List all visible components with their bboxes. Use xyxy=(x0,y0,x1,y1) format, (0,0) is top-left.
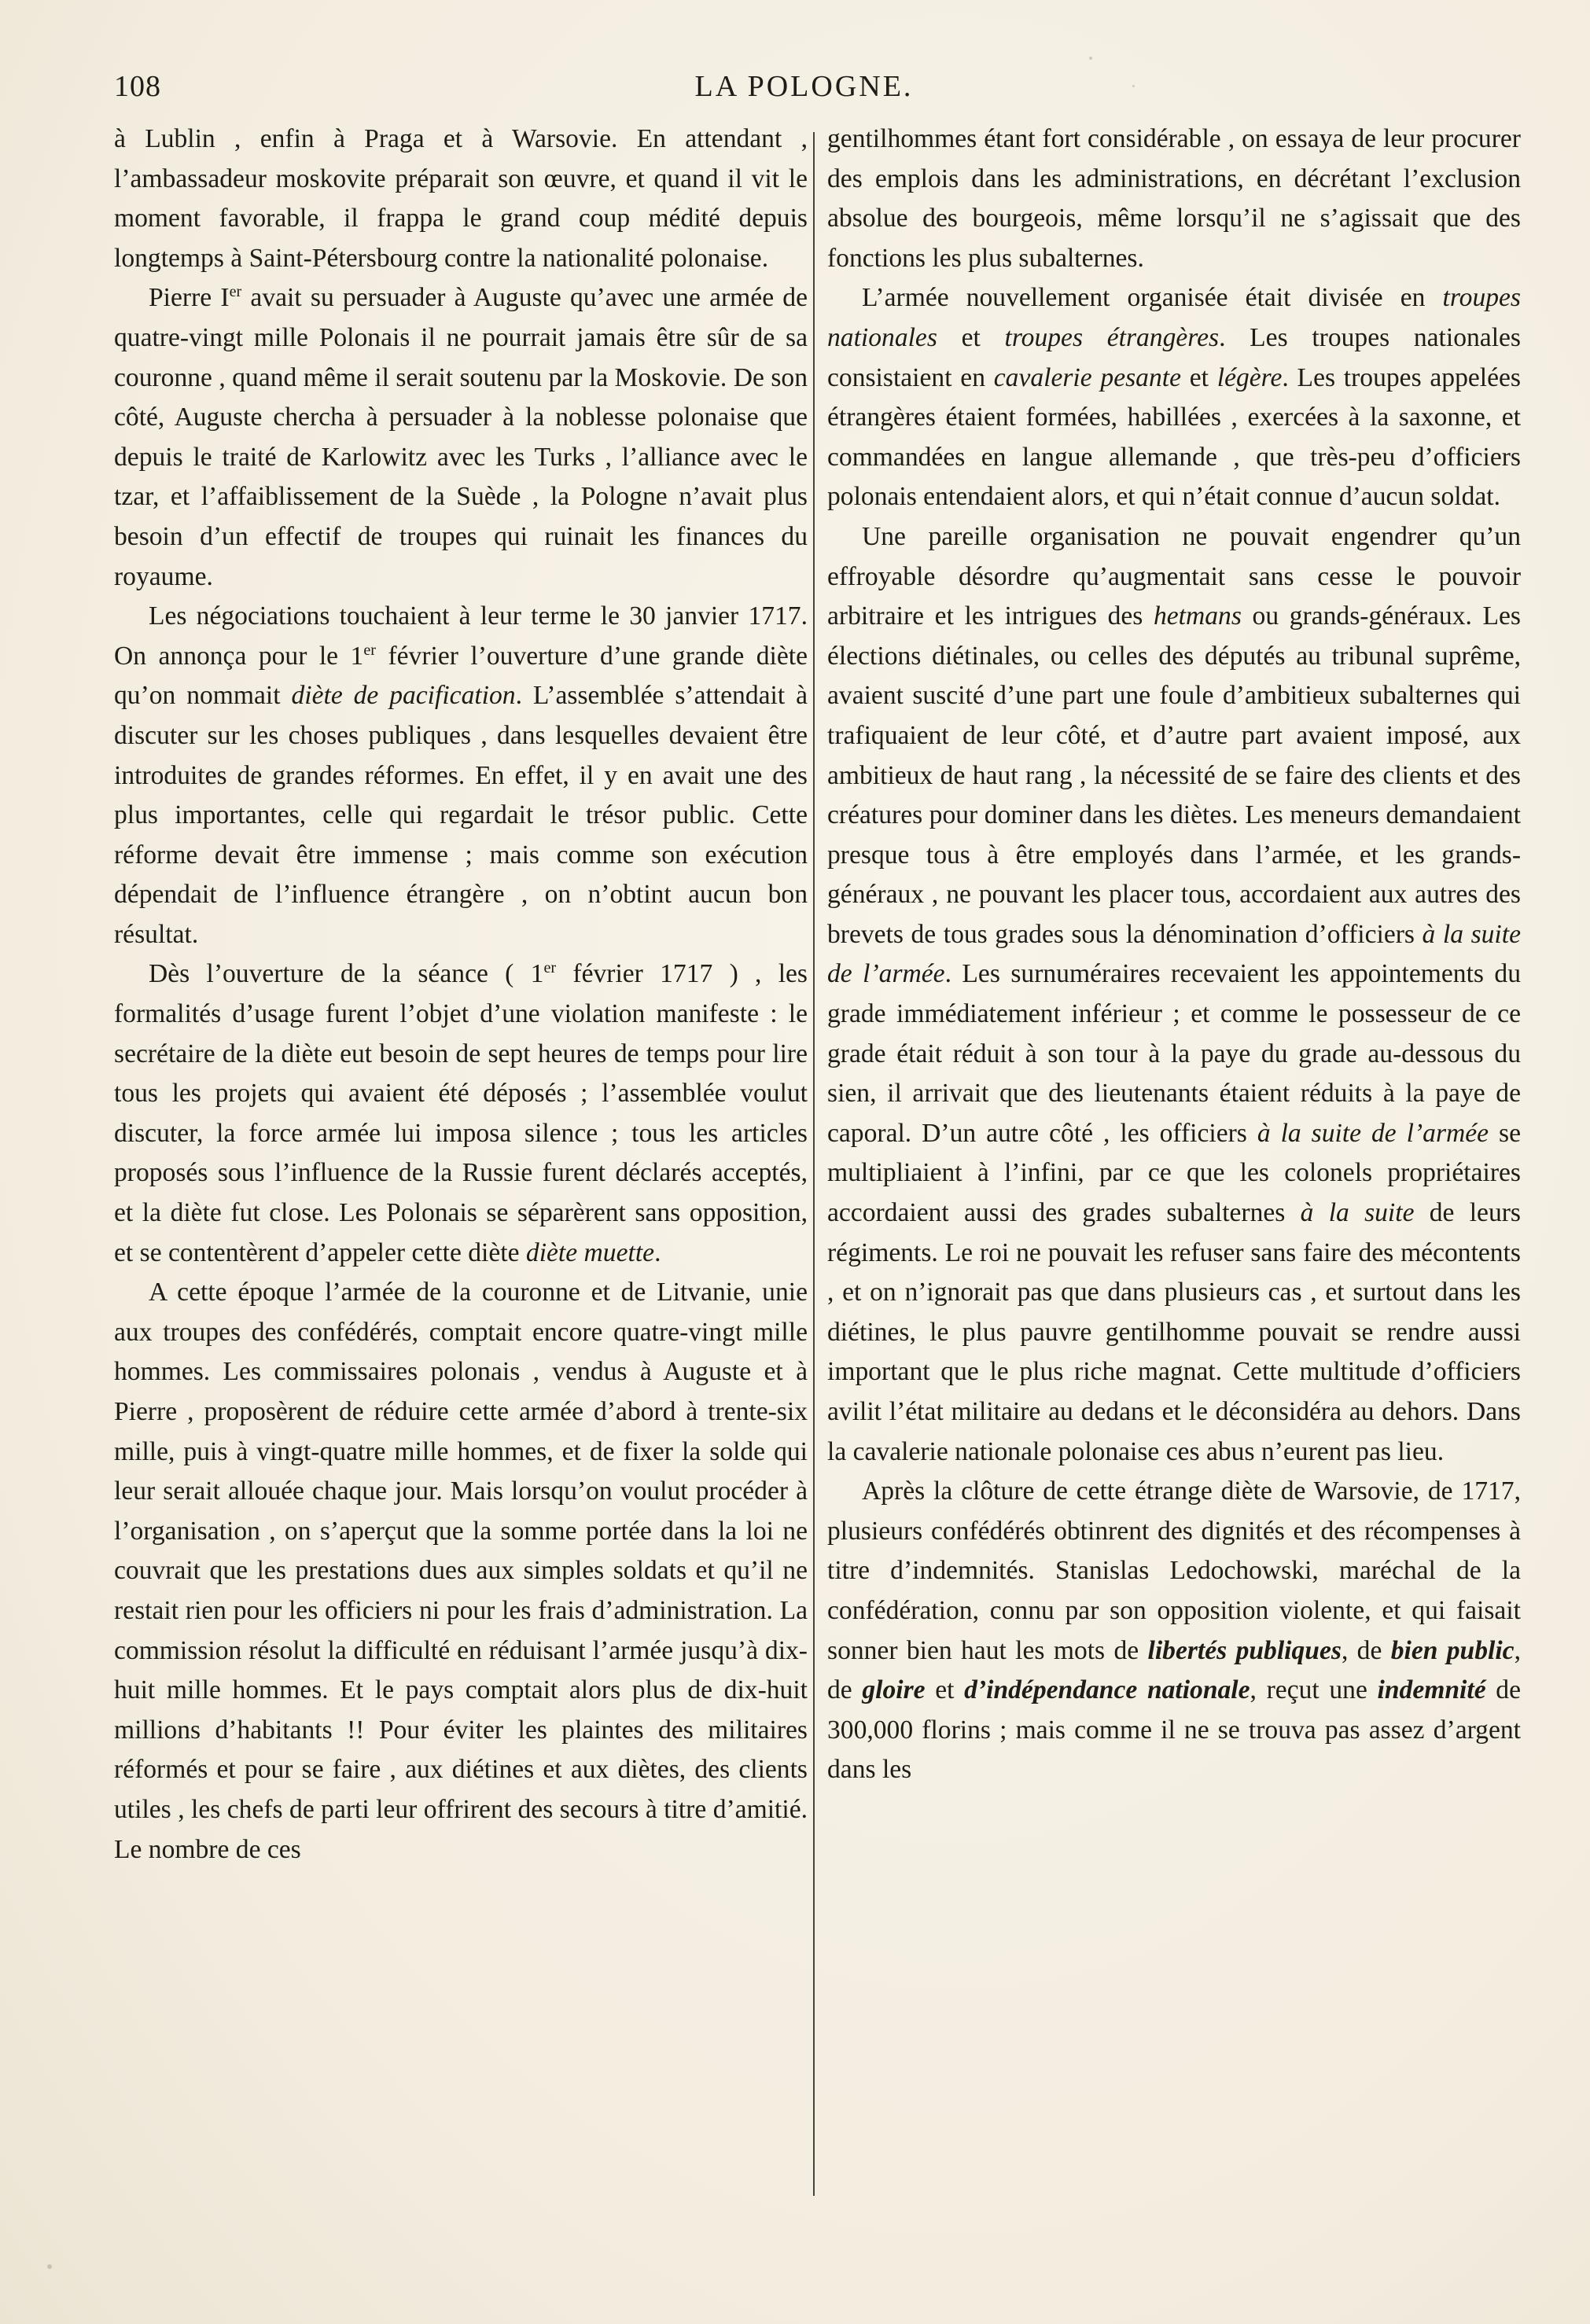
paragraph: Après la clôture de cette étrange diète de Warsovie, de 1717, plusieurs confédérés obtinrent des dignités et des récompenses à titre d’indemnités. Stanislas Ledochowski, maréchal de la confédération, connu par son opposition violente, et qui faisait sonner bien haut les mots de libertés publiques, de bien public, de gloire et d’indépendance nationale, reçut une indemnité de 300,000 florins ; mais comme il ne se trouva pas assez d’argent dans les xyxy=(827,1476,1521,1785)
column-divider xyxy=(813,132,815,2196)
running-title: LA POLOGNE. xyxy=(694,70,914,103)
right-column xyxy=(827,120,1521,1790)
scan-speck xyxy=(1132,85,1135,87)
page-number: 108 xyxy=(114,70,161,103)
left-column xyxy=(114,120,808,1870)
page-header xyxy=(114,69,1494,116)
paragraph-continued: gentilhommes étant fort considérable , on essaya de leur procurer des emplois dans les administrations, en décrétant l’exclusion absolue des bourgeois, même lorsqu’il ne s’agissait que des fonctions les plus subalternes. xyxy=(827,124,1521,273)
paragraph: L’armée nouvellement organisée était divisée en troupes nationales et troupes étrangères. Les troupes nationales consistaient en cavalerie pesante et légère. Les troupes appelées étrangères étaient formées, habillées , exercées à la saxonne, et commandées en langue allemande , que très-peu d’officiers polonais entendaient alors, et qui n’était connue d’aucun soldat. xyxy=(827,283,1522,512)
paragraph: Pierre Ier avait su persuader à Auguste qu’avec une armée de quatre-vingt mille Polonais il ne pourrait jamais être sûr de sa couronne , quand même il serait soutenu par la Moskovie. De son côté, Auguste chercha à persuader à la noblesse polonaise que depuis le traité de Karlowitz avec les Turks , l’alliance avec le tzar, et l’affaiblissement de la Suède , la Pologne n’avait plus besoin d’un effectif de troupes qui ruinait les finances du royaume. xyxy=(114,283,808,591)
paragraph: Dès l’ouverture de la séance ( 1er février 1717 ) , les formalités d’usage furent l’objet d’une violation manifeste : le secrétaire de la diète eut besoin de sept heures de temps pour lire tous les projets qui avaient été déposés ; l’assemblée voulut discuter, la force armée lui imposa silence ; tous les articles proposés sous l’influence de la Russie furent déclarés acceptés, et la diète fut close. Les Polonais se séparèrent sans opposition, et se contentèrent d’appeler cette diète diète muette. xyxy=(114,959,808,1267)
paragraph-continued: à Lublin , enfin à Praga et à Warsovie. En attendant , l’ambassadeur moskovite préparait son œuvre, et quand il vit le moment favorable, il frappa le grand coup médité depuis longtemps à Saint-Pétersbourg contre la nationalité polonaise. xyxy=(114,124,808,273)
scan-speck xyxy=(47,2264,52,2269)
paragraph: A cette époque l’armée de la couronne et de Litvanie, unie aux troupes des confédérés, comptait encore quatre-vingt mille hommes. Les commissaires polonais , vendus à Auguste et à Pierre , proposèrent de réduire cette armée d’abord à trente-six mille, puis à vingt-quatre mille hommes, et de fixer la solde qui leur serait allouée chaque jour. Mais lorsqu’on voulut procéder à l’organisation , on s’aperçut que la somme portée dans la loi ne couvrait que les prestations dues aux simples soldats et qu’il ne restait rien pour les officiers ni pour les frais d’administration. La commission résolut la difficulté en réduisant l’armée jusqu’à dix-huit mille hommes. Et le pays comptait alors plus de dix-huit millions d’habitants !! Pour éviter les plaintes des militaires réformés et pour se faire , aux diétines et aux diètes, des clients utiles , les chefs de parti leur offrirent des secours à titre d’amitié. Le nombre de ces xyxy=(114,1278,808,1864)
paragraph: Les négociations touchaient à leur terme le 30 janvier 1717. On annonça pour le 1er février l’ouverture d’une grande diète qu’on nommait diète de pacification. L’assemblée s’attendait à discuter sur les choses publiques , dans lesquelles devaient être introduites de grandes réformes. En effet, il y en avait une des plus importantes, celle qui regardait le trésor public. Cette réforme devait être immense ; mais comme son exécution dépendait de l’influence étrangère , on n’obtint aucun bon résultat. xyxy=(114,601,808,949)
paragraph: Une pareille organisation ne pouvait engendrer qu’un effroyable désordre qu’augmentait sans cesse le pouvoir arbitraire et les intrigues des hetmans ou grands-généraux. Les élections diétinales, ou celles des députés au tribunal suprême, avaient suscité d’une part une foule d’ambitieux subalternes qui trafiquaient de leur côté, et d’autre part avaient imposé, aux ambitieux de haut rang , la nécessité de se faire des clients et des créatures pour dominer dans les diètes. Les meneurs demandaient presque tous à être employés dans l’armée, et les grands-généraux , ne pouvant les placer tous, accordaient aux autres des brevets de tous grades sous la dénomination d’officiers à la suite de l’armée. Les surnuméraires recevaient les appointements du grade immédiatement inférieur ; et comme le possesseur de ce grade était réduit à son tour à la paye du grade au-dessous du sien, il arrivait que des lieutenants étaient réduits à la paye de caporal. D’un autre côté , les officiers à la suite de l’armée se multipliaient à l’infini, par ce que les colonels propriétaires accordaient aussi des grades subalternes à la suite de leurs régiments. Le roi ne pouvait les refuser sans faire des mécontents , et on n’ignorait pas que dans plusieurs cas , et surtout dans les diétines, le plus pauvre gentilhomme pouvait se rendre aussi important que le plus riche magnat. Cette multitude d’officiers avilit l’état militaire au dedans et le déconsidéra au dehors. Dans la cavalerie nationale polonaise ces abus n’eurent pas lieu. xyxy=(827,521,1522,1466)
scan-speck xyxy=(1089,57,1092,60)
